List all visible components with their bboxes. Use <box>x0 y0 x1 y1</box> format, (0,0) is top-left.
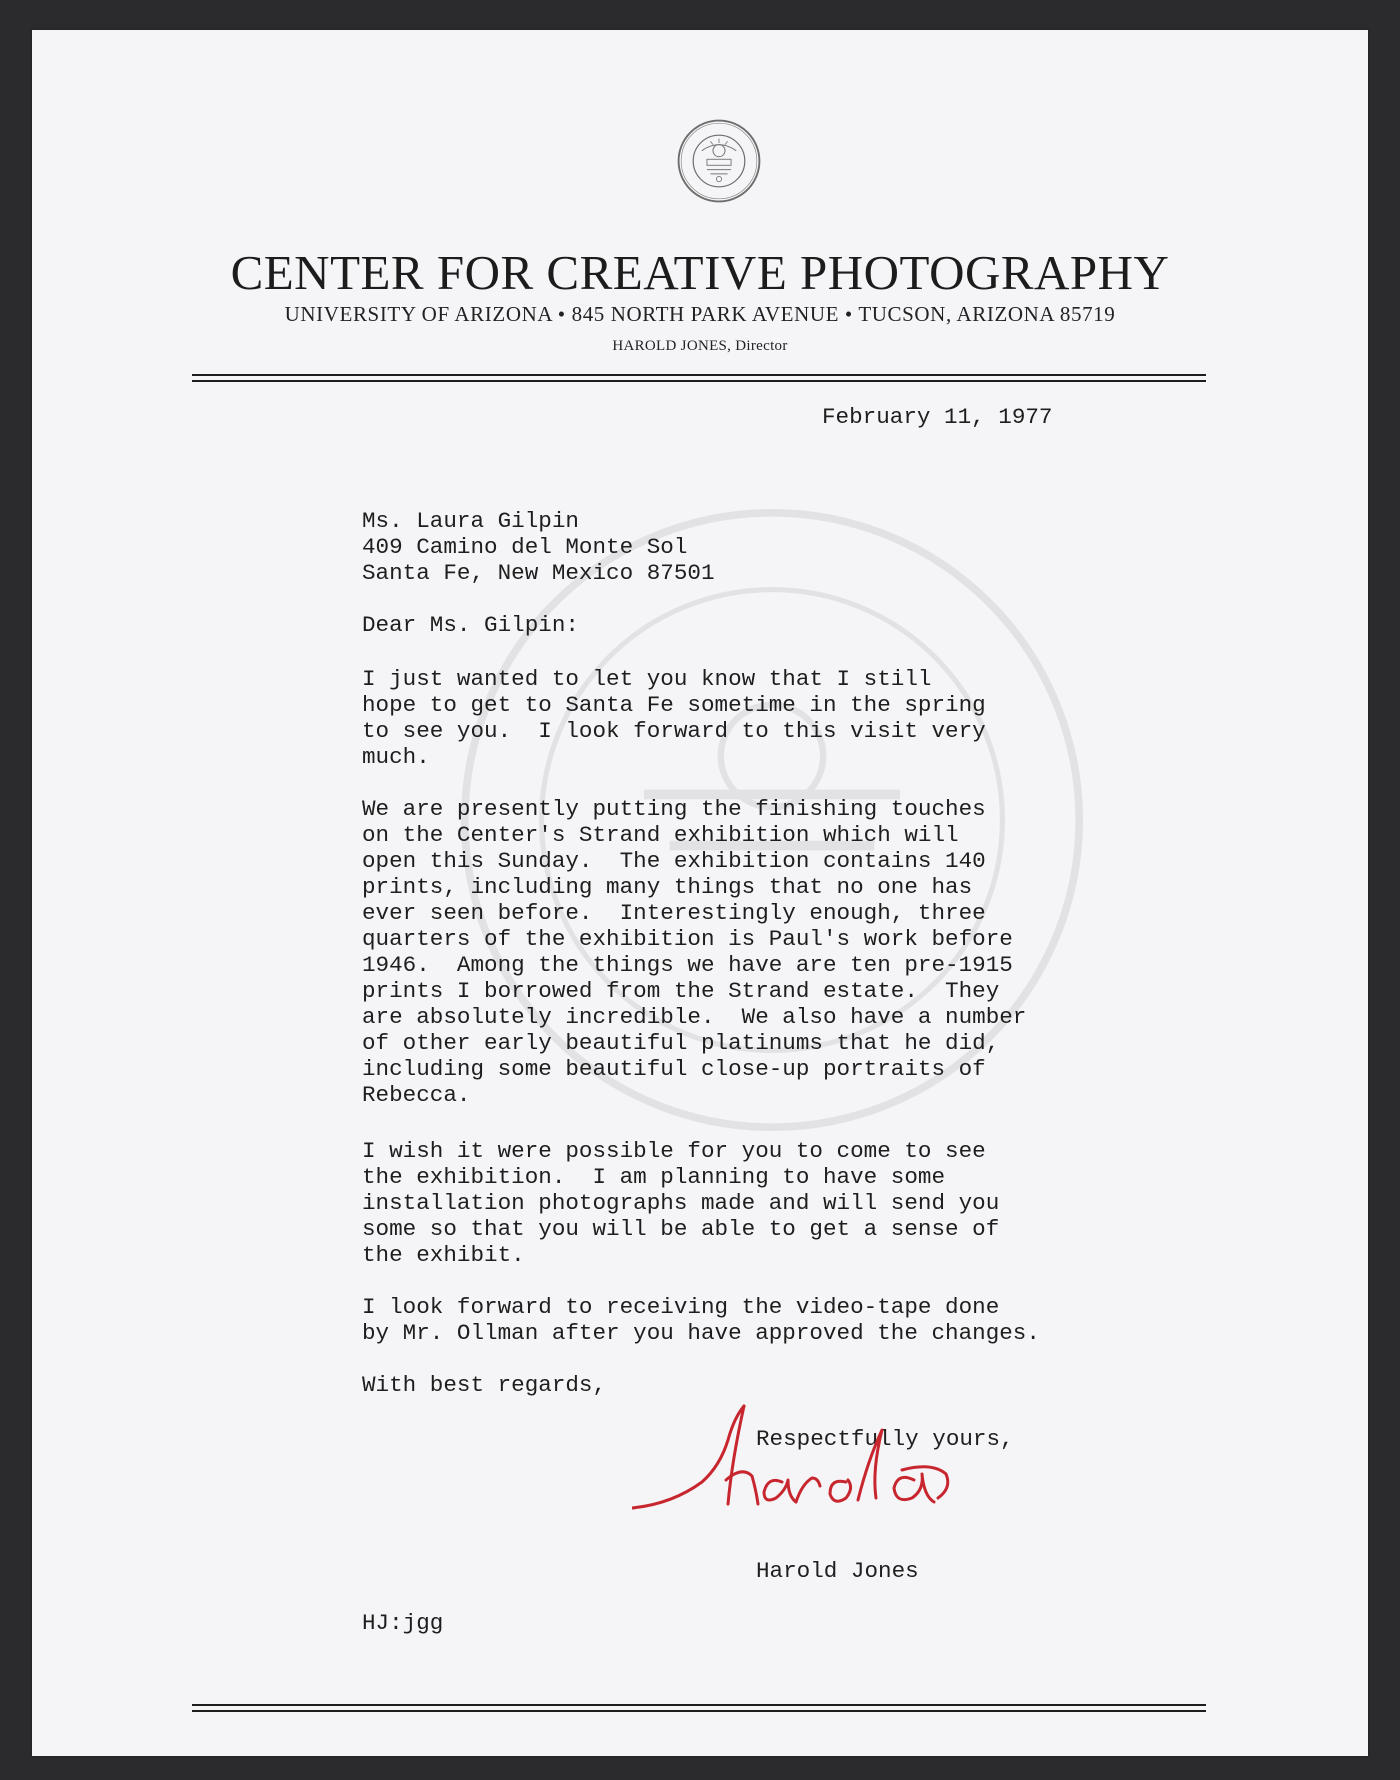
body-paragraph: I wish it were possible for you to come to see the exhibition. I am planning to have some installation photographs made and will send you some so that you will be able to get a sense of the exhibit. <box>362 1138 1000 1268</box>
signer-name: Harold Jones <box>756 1558 919 1584</box>
letter-page <box>32 30 1368 1756</box>
university-seal-icon <box>676 118 762 204</box>
letter-date: February 11, 1977 <box>822 404 1053 430</box>
body-paragraph: I just wanted to let you know that I still hope to get to Santa Fe sometime in the spring to see you. I look forward to this visit very much. <box>362 666 986 770</box>
regards-line: With best regards, <box>362 1372 607 1398</box>
recipient-name: Ms. Laura Gilpin <box>362 508 579 534</box>
body-paragraph: I look forward to receiving the video-tape done by Mr. Ollman after you have approved the changes. <box>362 1294 1040 1346</box>
typist-initials: HJ:jgg <box>362 1610 444 1636</box>
body-paragraph: We are presently putting the finishing touches on the Center's Strand exhibition which will open this Sunday. The exhibition contains 140 prints, including many things that no one has ever seen before. Interestingly enough, three quarters of the exhibition is Paul's work before 1946. Among the things we have are ten pre-1915 prints I borrowed from the Strand estate. They are absolutely incredible. We also have a number of other early beautiful platinums that he did, including some beautiful close-up portraits of Rebecca. <box>362 796 1027 1108</box>
recipient-city: Santa Fe, New Mexico 87501 <box>362 560 715 586</box>
org-director: HAROLD JONES, Director <box>612 338 788 354</box>
footer-rule-top <box>192 1704 1206 1706</box>
header-rule-bottom <box>192 380 1206 382</box>
org-name: CENTER FOR CREATIVE PHOTOGRAPHY <box>230 245 1170 300</box>
footer-rule-bottom <box>192 1710 1206 1712</box>
handwritten-signature-icon <box>632 1400 972 1550</box>
salutation: Dear Ms. Gilpin: <box>362 612 579 638</box>
header-rule-top <box>192 374 1206 376</box>
recipient-address <box>362 508 715 586</box>
org-address: UNIVERSITY OF ARIZONA • 845 NORTH PARK AVENUE • TUCSON, ARIZONA 85719 <box>284 302 1116 326</box>
recipient-street: 409 Camino del Monte Sol <box>362 534 688 560</box>
closing-line: Respectfully yours, <box>756 1426 1014 1452</box>
